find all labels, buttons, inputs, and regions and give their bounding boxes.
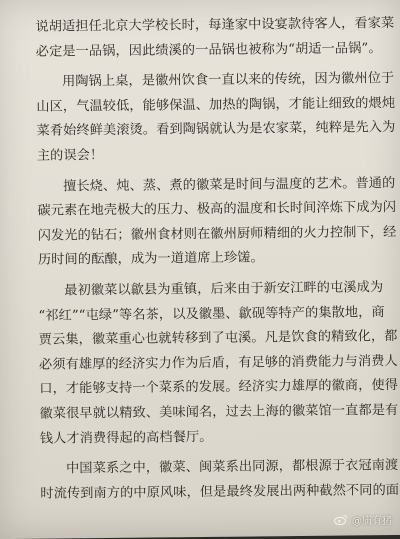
paragraph-2 [36,67,396,169]
text-line: “祁红”“屯绿”等名茶，以及徽墨、歙砚等特产的集散地，商 [38,304,385,324]
text-line: 菜肴始终鲜美滚烫。看到陶锅就认为是农家菜，纯粹是先入为 [36,120,396,140]
paragraph-3 [37,172,397,274]
text-line: 主的误会！ [36,147,104,164]
text-line: 必须有雄厚的经济实力作为后盾，有足够的消费能力与消费人 [38,353,398,373]
text-line: 中国菜系之中，徽菜、闽菜系出同源，都根源于衣冠南渡 [66,458,399,477]
text-line: 说胡适担任北京大学校长时，每逢家中设宴款待客人，看家菜 [35,15,395,35]
text-line: 碳元素在地壳极大的压力、极高的温度和长时间淬炼下成为闪 [37,200,397,219]
watermark-handle: @庙有猪 [352,516,392,527]
text-line: 最初徽菜以歙县为重镇，后来由于新安江畔的屯溪成为 [64,280,384,299]
page-text [35,12,400,513]
paragraph-5 [40,454,400,507]
text-line: 钱人才消费得起的高档餐厅。 [39,429,213,447]
text-line: 贾云集，徽菜重心也就转移到了屯溪。凡是饮食的精致化，都 [38,329,398,348]
weibo-icon [334,514,348,525]
paragraph-4 [38,276,399,452]
text-line: 口，才能够支持一个菜系的发展。经济实力雄厚的徽商，使得 [39,378,399,398]
text-line: 徽菜很早就以精致、美味闻名，过去上海的徽菜馆一直都是有 [39,402,399,422]
text-line: 擅长烧、炖、蒸、煮的徽菜是时间与温度的艺术。普通的 [63,175,396,194]
text-line: 用陶锅上桌，是徽州饮食一直以来的传统，因为徽州位于 [61,71,395,90]
text-line: 时流传到南方的中原风味，但是最终发展出两种截然不同的面 [40,482,400,502]
text-line: 历时间的酝酿，成为一道道席上珍馐。 [37,250,264,269]
weibo-watermark [334,512,392,527]
text-line: 必定是一品锅，因此绩溪的一品锅也被称为“胡适一品锅”。 [35,40,382,60]
text-line: 闪发光的钻石；徽州食材则在徽州厨师精细的火力控制下，经 [37,224,397,244]
paragraph-1 [35,12,395,65]
text-line: 山区，气温较低，能够保温、加热的陶锅，才能让细致的煨炖 [36,95,396,115]
